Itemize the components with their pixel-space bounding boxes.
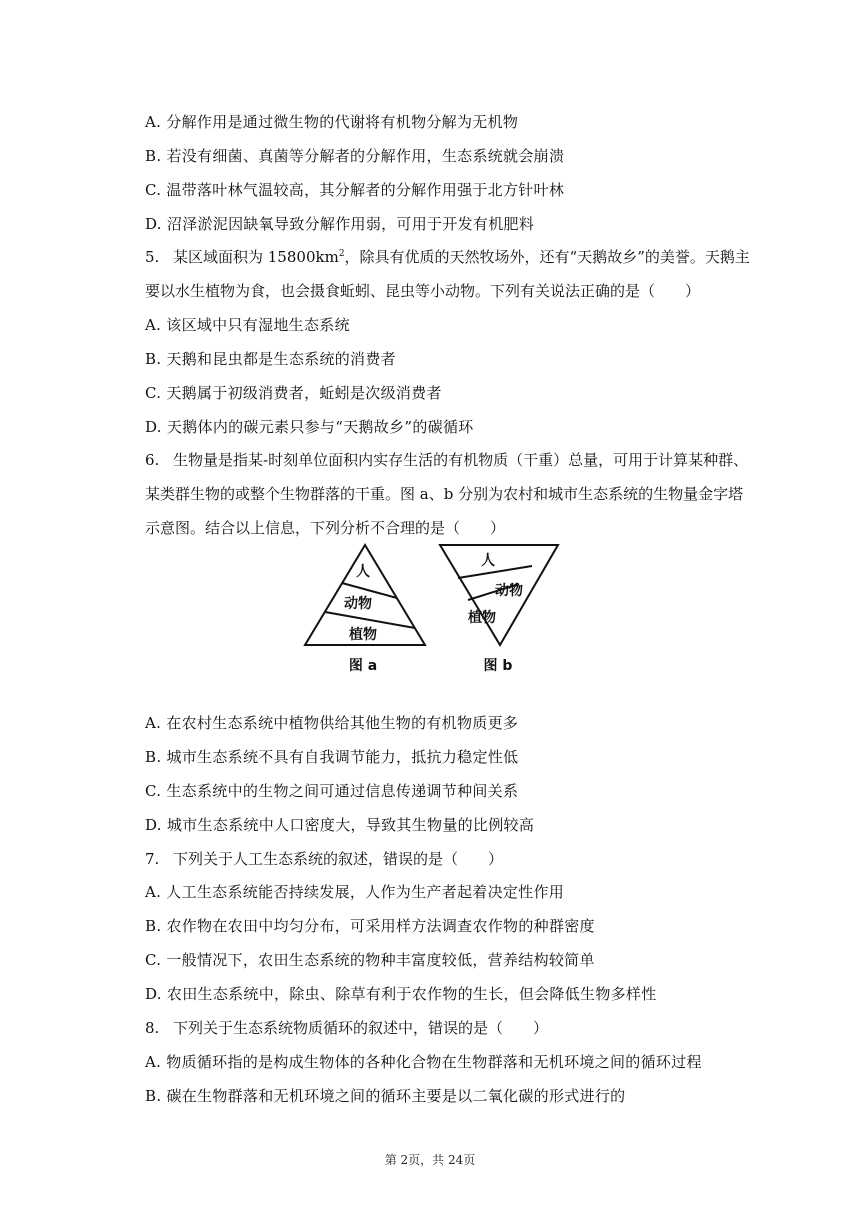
q4-option-b: B. 若没有细菌、真菌等分解者的分解作用，生态系统就会崩溃 (145, 147, 565, 165)
q6-stem-line2: 某类群生物的或整个生物群落的干重。图 a、b 分别为农村和城市生态系统的生物量金字塔 (145, 485, 744, 503)
q6-stem-line3: 示意图。结合以上信息，下列分析不合理的是（ ） (145, 519, 506, 537)
q6-option-b: B. 城市生态系统不具有自我调节能力，抵抗力稳定性低 (145, 748, 519, 766)
q8-stem: 8. 下列关于生态系统物质循环的叙述中，错误的是（ ） (145, 1019, 549, 1037)
q5-stem-line1: 5. 某区域面积为 $15800km^2$，除具有优质的天然牧场外，还有“天鹅故乡”的美誉。天鹅主 (145, 248, 750, 266)
page-footer: 第 2页，共 24页 (384, 1153, 476, 1167)
pyramid-a-layer-top: 人 (356, 564, 370, 580)
q7-option-d: D. 农田生态系统中，除虫、除草有利于农作物的生长，但会降低生物多样性 (145, 985, 657, 1003)
q4-option-d: D. 沼泽淤泥因缺氧导致分解作用弱，可用于开发有机肥料 (145, 215, 535, 233)
biomass-pyramid-figure (300, 540, 570, 680)
pyramid-a-caption: 图 a (348, 658, 378, 674)
q5-number: 5. (145, 248, 160, 266)
q8-option-b: B. 碳在生物群落和无机环境之间的循环主要是以二氧化碳的形式进行的 (145, 1087, 626, 1105)
q5-option-c: C. 天鹅属于初级消费者，蚯蚓是次级消费者 (145, 384, 442, 402)
q6-stem-line1: 6. 生物量是指某-时刻单位面积内实存生活的有机物质（干重）总量，可用于计算某种群、 (145, 451, 749, 469)
q6-option-a: A. 在农村生态系统中植物供给其他生物的有机物质更多 (145, 714, 519, 732)
pyramid-a-layer-middle: 动物 (344, 596, 372, 612)
q7-option-a: A. 人工生态系统能否持续发展，人作为生产者起着决定性作用 (145, 883, 565, 901)
pyramid-b-layer-middle: 动物 (495, 583, 523, 599)
q4-option-c: C. 温带落叶林气温较高，其分解者的分解作用强于北方针叶林 (145, 181, 565, 199)
q6-number: 6. (145, 451, 160, 469)
q6-option-c: C. 生态系统中的生物之间可通过信息传递调节种间关系 (145, 782, 519, 800)
q6-option-d: D. 城市生态系统中人口密度大，导致其生物量的比例较高 (145, 816, 535, 834)
pyramid-b-layer-top: 人 (481, 553, 495, 569)
q7-number: 7. (145, 850, 160, 868)
q7-option-b: B. 农作物在农田中均匀分布，可采用样方法调查农作物的种群密度 (145, 917, 595, 935)
q5-option-a: A. 该区域中只有湿地生态系统 (145, 316, 350, 334)
pyramid-b-caption: 图 b (483, 658, 513, 674)
q8-number: 8. (145, 1019, 160, 1037)
q7-stem: 7. 下列关于人工生态系统的叙述，错误的是（ ） (145, 850, 504, 868)
q7-option-c: C. 一般情况下，农田生态系统的物种丰富度较低，营养结构较简单 (145, 951, 595, 969)
q5-stem-line2: 要以水生植物为食，也会摄食蚯蚓、昆虫等小动物。下列有关说法正确的是（ ） (145, 282, 701, 300)
q4-option-a: A. 分解作用是通过微生物的代谢将有机物分解为无机物 (145, 113, 519, 131)
q5-option-d: D. 天鹅体内的碳元素只参与“天鹅故乡”的碳循环 (145, 418, 474, 436)
q5-option-b: B. 天鹅和昆虫都是生态系统的消费者 (145, 350, 396, 368)
pyramid-a-layer-bottom: 植物 (349, 627, 377, 643)
q8-option-a: A. 物质循环指的是构成生物体的各种化合物在生物群落和无机环境之间的循环过程 (145, 1053, 702, 1071)
pyramid-b-layer-bottom: 植物 (468, 610, 496, 626)
